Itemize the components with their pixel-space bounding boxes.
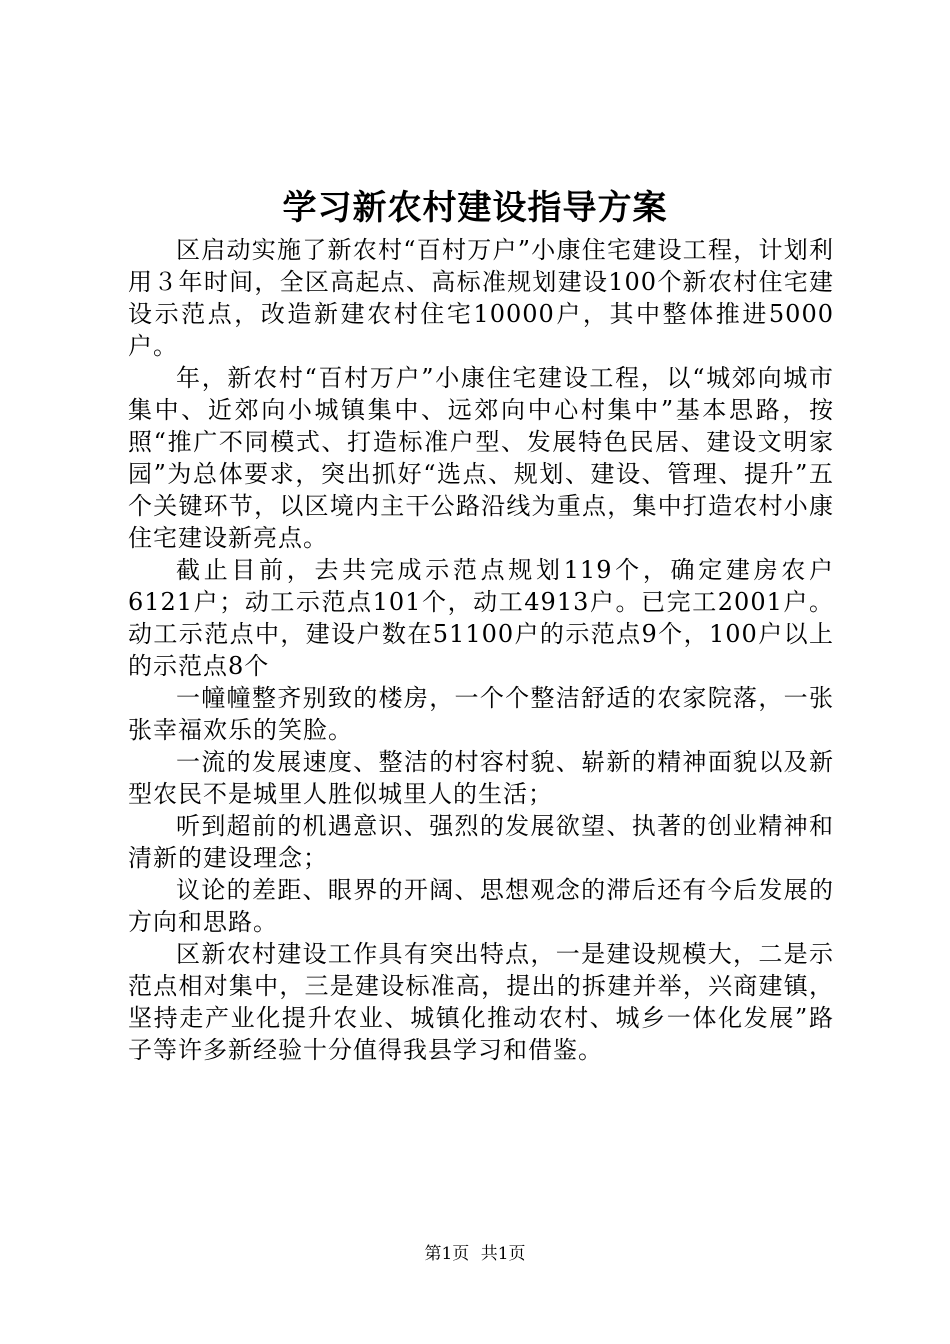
- paragraph: 截止目前，去共完成示范点规划119个，确定建房农户6121户；动工示范点101个，动工4913户。已完工2001户。动工示范点中，建设户数在51100户的示范点9个，100户以上的示范点8个: [128, 556, 834, 680]
- page-footer: [0, 1242, 950, 1266]
- paragraph: 区新农村建设工作具有突出特点，一是建设规模大，二是示范点相对集中，三是建设标准高，提出的拆建并举，兴商建镇，坚持走产业化提升农业、城镇化推动农村、城乡一体化发展”路子等许多新经验十分值得我县学习和借鉴。: [128, 940, 834, 1064]
- paragraph: 年，新农村“百村万户”小康住宅建设工程，以“城郊向城市集中、近郊向小城镇集中、远郊向中心村集中”基本思路，按照“推广不同模式、打造标准户型、发展特色民居、建设文明家园”为总体要求，突出抓好“选点、规划、建设、管理、提升”五个关键环节，以区境内主干公路沿线为重点，集中打造农村小康住宅建设新亮点。: [128, 364, 834, 552]
- paragraph: 一幢幢整齐别致的楼房，一个个整洁舒适的农家院落，一张张幸福欢乐的笑脸。: [128, 684, 834, 744]
- paragraph: 议论的差距、眼界的开阔、思想观念的滞后还有今后发展的方向和思路。: [128, 876, 834, 936]
- paragraph: 听到超前的机遇意识、强烈的发展欲望、执著的创业精神和清新的建设理念；: [128, 812, 834, 872]
- paragraph: 区启动实施了新农村“百村万户”小康住宅建设工程，计划利用３年时间，全区高起点、高标准规划建设100个新农村住宅建设示范点，改造新建农村住宅10000户，其中整体推进5000户。: [128, 236, 834, 360]
- document-title: 学习新农村建设指导方案: [282, 188, 668, 228]
- page-number: 第1页: [424, 1244, 470, 1264]
- document-body: [128, 234, 834, 1066]
- paragraph: 一流的发展速度、整洁的村容村貌、崭新的精神面貌以及新型农民不是城里人胜似城里人的生活；: [128, 748, 834, 808]
- page-total: 共1页: [480, 1244, 526, 1264]
